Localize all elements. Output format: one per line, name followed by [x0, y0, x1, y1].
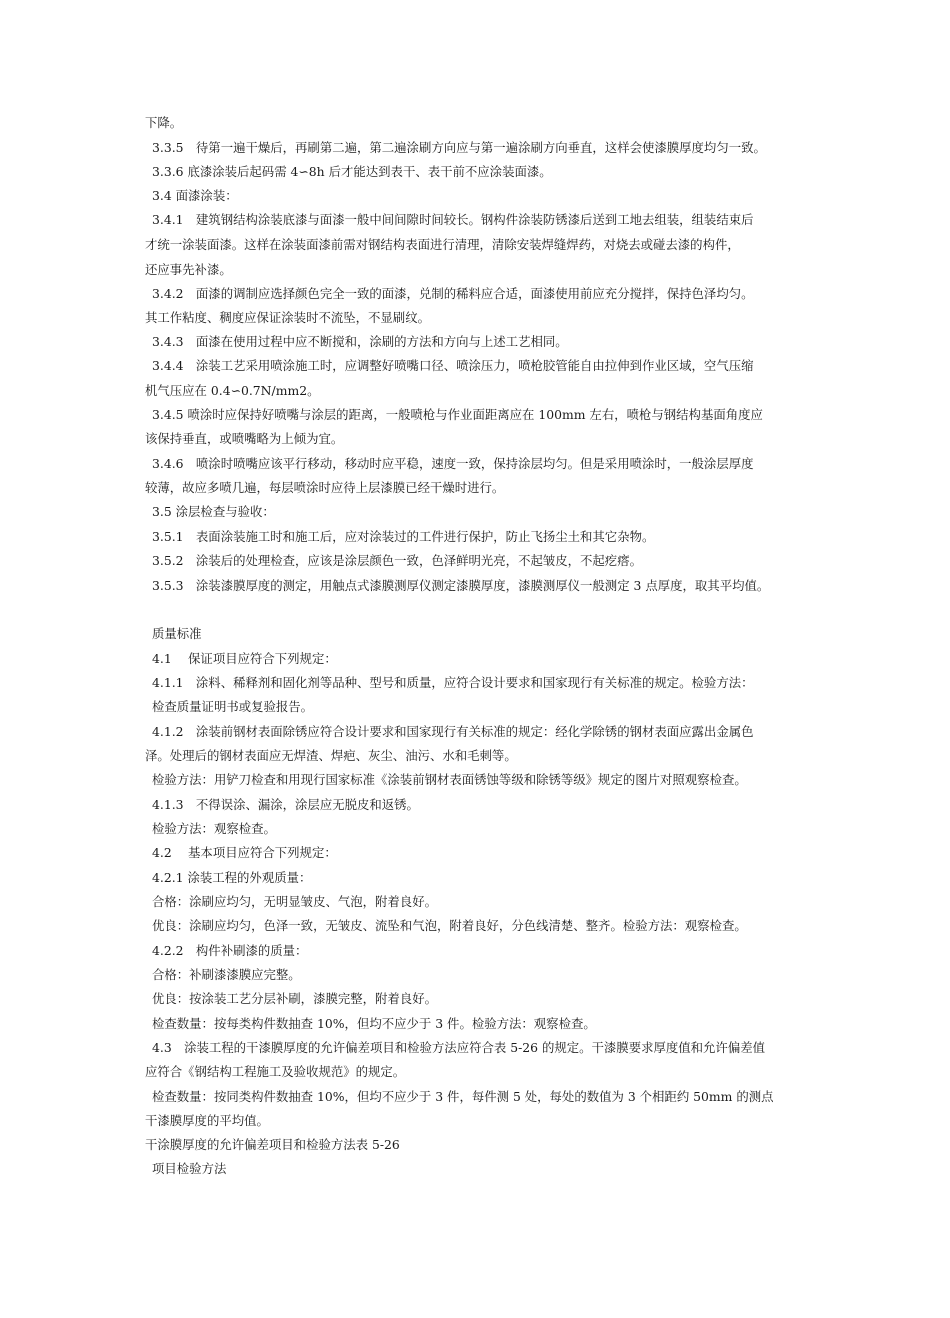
text-line: 较薄，故应多喷几遍，每层喷涂时应待上层漆膜已经干燥时进行。 [145, 480, 505, 495]
text-line: 优良：涂刷应均匀，色泽一致，无皱皮、流坠和气泡，附着良好，分色线清楚、整齐。检验方法：观察检查。 [152, 918, 747, 933]
text-line: 合格：涂刷应均匀，无明显皱皮、气泡，附着良好。 [152, 894, 437, 909]
text-line: 4.3 涂装工程的干漆膜厚度的允许偏差项目和检验方法应符合表 5-26 的规定。干漆膜要求厚度值和允许偏差值 [152, 1040, 765, 1055]
section-heading: 3.4 面漆涂装： [152, 188, 238, 203]
text-line: 3.4.3 面漆在使用过程中应不断搅和，涂刷的方法和方向与上述工艺相同。 [152, 334, 568, 349]
text-line: 干漆膜厚度的平均值。 [145, 1113, 269, 1128]
text-line: 机气压应在 0.4∽0.7N/mm2。 [145, 383, 320, 398]
text-line: 4.1.3 不得误涂、漏涂，涂层应无脱皮和返锈。 [152, 797, 419, 812]
text-line: 检查质量证明书或复验报告。 [152, 699, 314, 714]
text-line: 4.1.2 涂装前钢材表面除锈应符合设计要求和国家现行有关标准的规定：经化学除锈的钢材表面应露出金属色 [152, 724, 754, 739]
text-line: 泽。处理后的钢材表面应无焊渣、焊疤、灰尘、油污、水和毛刺等。 [145, 748, 517, 763]
text-line: 检验方法：观察检查。 [152, 821, 276, 836]
text-line: 优良：按涂装工艺分层补刷，漆膜完整，附着良好。 [152, 991, 437, 1006]
text-line: 3.4.4 涂装工艺采用喷涂施工时，应调整好喷嘴口径、喷涂压力，喷枪胶管能自由拉伸到作业区域，空气压缩 [152, 358, 754, 373]
text-line: 检查数量：按同类构件数抽查 10%，但均不应少于 3 件，每件测 5 处，每处的数值为 3 个相距约 50mm 的测点 [152, 1089, 774, 1104]
section-heading: 质量标准 [152, 626, 202, 641]
text-line: 3.5.1 表面涂装施工时和施工后，应对涂装过的工件进行保护，防止飞扬尘土和其它杂物。 [152, 529, 655, 544]
text-line: 还应事先补漆。 [145, 262, 232, 277]
text-line: 才统一涂装面漆。这样在涂装面漆前需对钢结构表面进行清理，清除安装焊缝焊药，对烧去或碰去漆的构件， [145, 237, 740, 252]
text-line: 该保持垂直，或喷嘴略为上倾为宜。 [145, 431, 344, 446]
text-line: 应符合《钢结构工程施工及验收规范》的规定。 [145, 1064, 406, 1079]
text-line: 4.1 保证项目应符合下列规定： [152, 651, 337, 666]
text-line: 4.1.1 涂料、稀释剂和固化剂等品种、型号和质量，应符合设计要求和国家现行有关标准的规定。检验方法： [152, 675, 754, 690]
table-header: 项目检验方法 [152, 1161, 227, 1176]
text-line: 4.2.2 构件补刷漆的质量： [152, 943, 308, 958]
text-line: 3.5.2 涂装后的处理检查，应该是涂层颜色一致，色泽鲜明光亮，不起皱皮，不起疙瘩。 [152, 553, 642, 568]
text-line: 下降。 [145, 115, 183, 130]
text-line: 检验方法：用铲刀检查和用现行国家标准《涂装前钢材表面锈蚀等级和除锈等级》规定的图片对照观察检查。 [152, 772, 747, 787]
text-line: 3.5.3 涂装漆膜厚度的测定，用触点式漆膜测厚仪测定漆膜厚度，漆膜测厚仪一般测定 3 点厚度，取其平均值。 [152, 578, 770, 593]
text-line: 3.4.6 喷涂时喷嘴应该平行移动，移动时应平稳，速度一致，保持涂层均匀。但是采用喷涂时，一般涂层厚度 [152, 456, 754, 471]
text-line: 其工作粘度、稠度应保证涂装时不流坠，不显刷纹。 [145, 310, 430, 325]
text-line: 合格：补刷漆漆膜应完整。 [152, 967, 301, 982]
text-line: 4.2.1 涂装工程的外观质量： [152, 870, 312, 885]
text-line: 3.4.1 建筑钢结构涂装底漆与面漆一般中间间隙时间较长。钢构件涂装防锈漆后送到工地去组装，组装结束后 [152, 212, 754, 227]
text-line: 3.3.5 待第一遍干燥后，再刷第二遍，第二遍涂刷方向应与第一遍涂刷方向垂直，这样会使漆膜厚度均匀一致。 [152, 140, 766, 155]
section-heading: 3.5 涂层检查与验收： [152, 504, 275, 519]
text-line: 3.4.2 面漆的调制应选择颜色完全一致的面漆，兑制的稀料应合适，面漆使用前应充分搅拌，保持色泽均匀。 [152, 286, 754, 301]
table-caption: 干涂膜厚度的允许偏差项目和检验方法表 5-26 [145, 1137, 400, 1152]
text-line: 3.3.6 底漆涂装后起码需 4∽8h 后才能达到表干、表干前不应涂装面漆。 [152, 164, 552, 179]
text-line: 检查数量：按每类构件数抽查 10%，但均不应少于 3 件。检验方法：观察检查。 [152, 1016, 596, 1031]
text-line: 4.2 基本项目应符合下列规定： [152, 845, 337, 860]
text-line: 3.4.5 喷涂时应保持好喷嘴与涂层的距离，一般喷枪与作业面距离应在 100mm 左右，喷枪与钢结构基面角度应 [152, 407, 763, 422]
